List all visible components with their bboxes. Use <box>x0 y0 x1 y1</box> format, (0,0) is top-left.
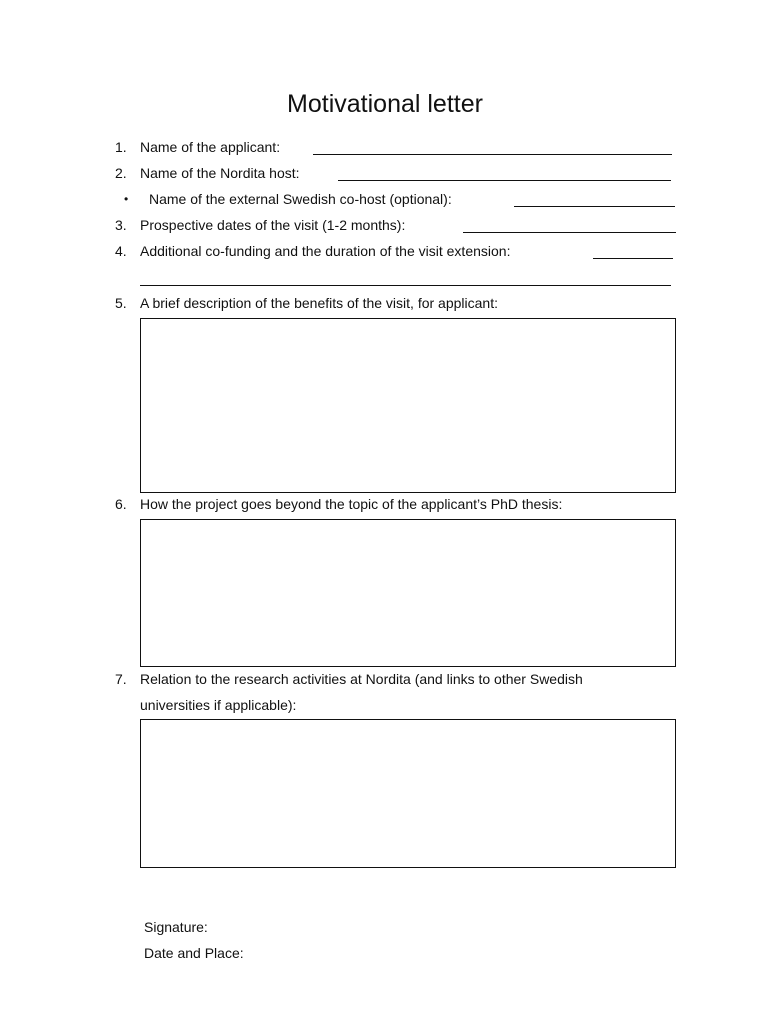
benefits-text-box[interactable] <box>140 318 676 493</box>
applicant-name-field[interactable] <box>313 140 672 155</box>
beyond-phd-text-box[interactable] <box>140 519 676 667</box>
page-title: Motivational letter <box>287 90 483 118</box>
item-5-number: 5. <box>115 295 127 311</box>
visit-dates-field[interactable] <box>463 218 676 233</box>
research-relation-text-box[interactable] <box>140 719 676 868</box>
swedish-cohost-label: Name of the external Swedish co-host (optional): <box>149 191 452 207</box>
cofunding-field[interactable] <box>593 244 673 259</box>
item-3-number: 3. <box>115 217 127 233</box>
bullet-marker: • <box>124 192 129 206</box>
benefits-label: A brief description of the benefits of the visit, for applicant: <box>140 295 498 311</box>
item-4-number: 4. <box>115 243 127 259</box>
nordita-host-field[interactable] <box>338 166 671 181</box>
item-6-number: 6. <box>115 496 127 512</box>
date-place-label: Date and Place: <box>144 945 244 961</box>
cofunding-label: Additional co-funding and the duration of the visit extension: <box>140 243 511 259</box>
research-relation-label: Relation to the research activities at Nordita (and links to other Swedish <box>140 671 583 687</box>
item-1-number: 1. <box>115 139 127 155</box>
signature-label: Signature: <box>144 919 208 935</box>
item-2-number: 2. <box>115 165 127 181</box>
item-7-number: 7. <box>115 671 127 687</box>
swedish-cohost-field[interactable] <box>514 192 675 207</box>
visit-dates-label: Prospective dates of the visit (1-2 months): <box>140 217 406 233</box>
research-relation-label-continued: universities if applicable): <box>140 697 297 713</box>
beyond-phd-label: How the project goes beyond the topic of the applicant’s PhD thesis: <box>140 496 563 512</box>
cofunding-field-continued[interactable] <box>140 271 671 286</box>
applicant-name-label: Name of the applicant: <box>140 139 281 155</box>
nordita-host-label: Name of the Nordita host: <box>140 165 300 181</box>
